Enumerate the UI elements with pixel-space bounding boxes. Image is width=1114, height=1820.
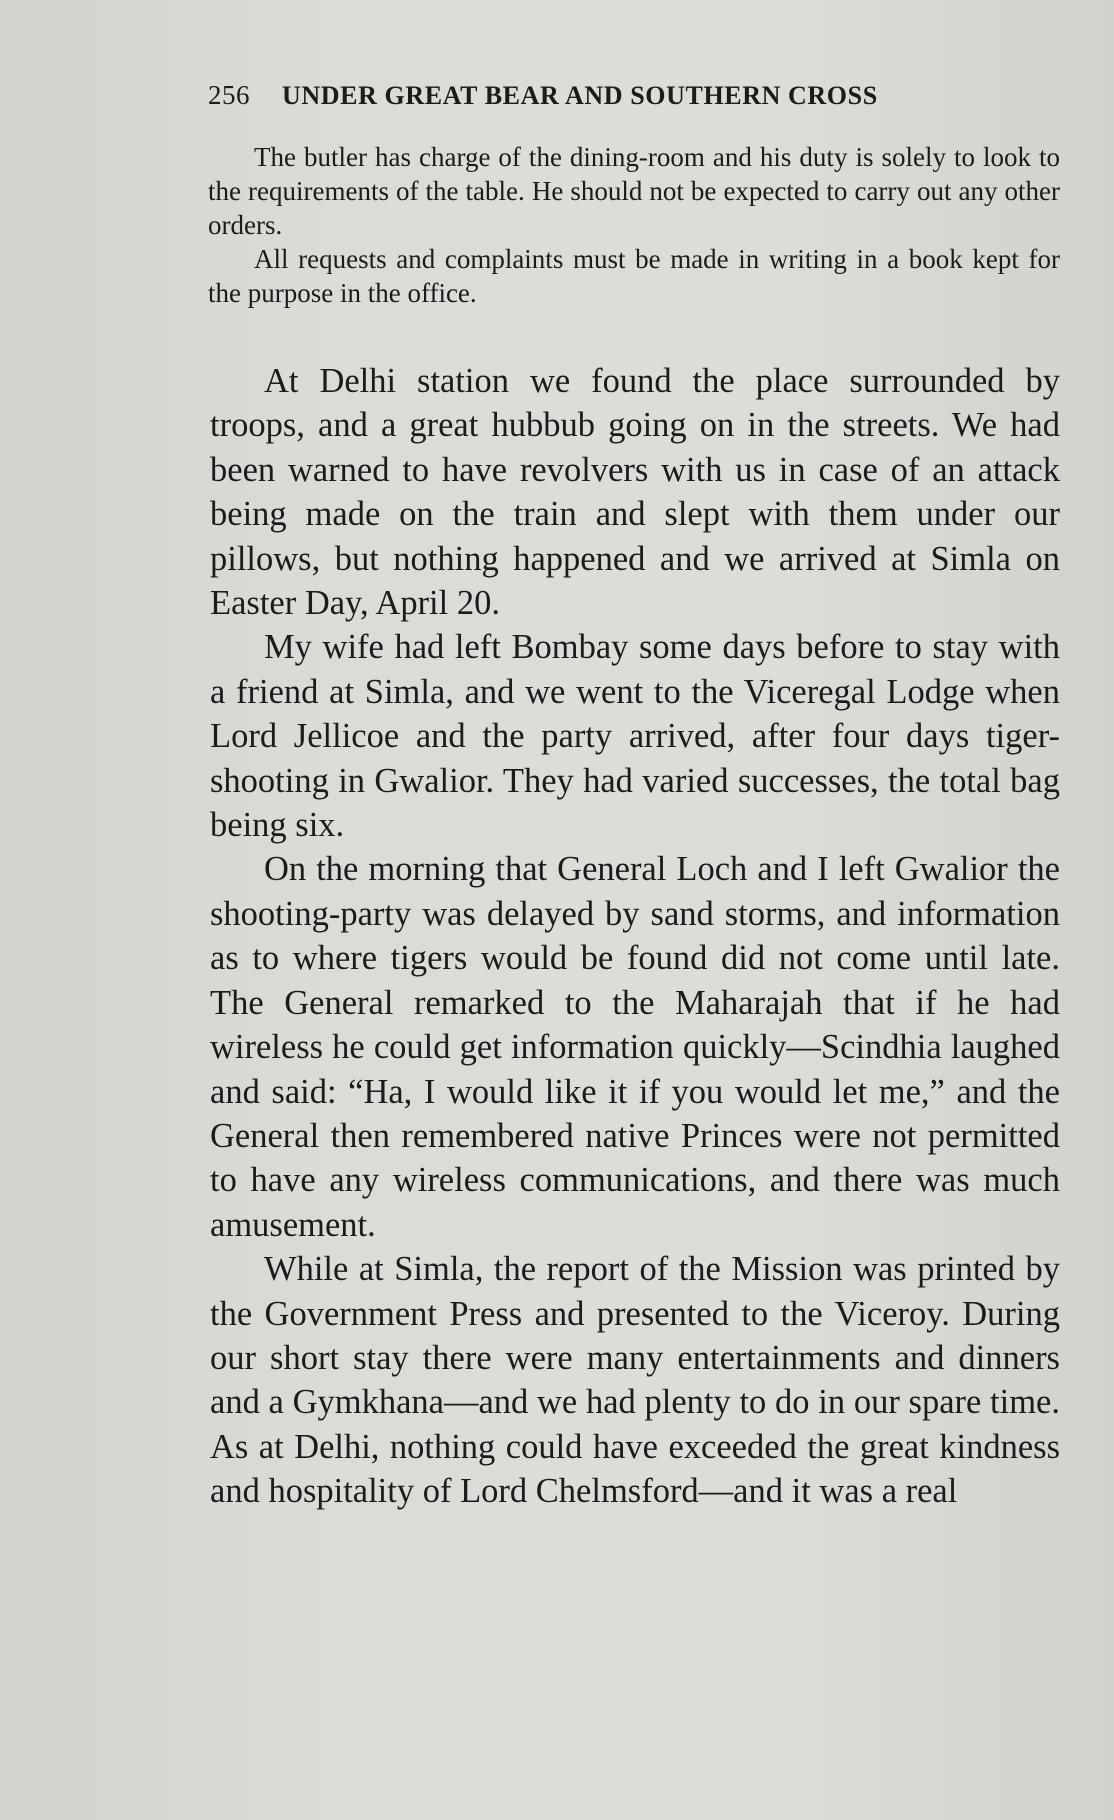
page-header <box>208 80 958 120</box>
running-title: UNDER GREAT BEAR AND SOUTHERN CROSS <box>282 81 878 110</box>
body-paragraph: My wife had left Bombay some days before to stay with a friend at Simla, and we went to the Viceregal Lodge when Lord Jellicoe and the party arrived, after four days tiger-shooting in Gwalior. They had varied successes, the total bag being six. <box>210 628 1060 845</box>
body-paragraph: At Delhi station we found the place surrounded by troops, and a great hubbub going on in the streets. We had been warned to have revolvers with us in case of an attack being made on the train and slept with them under our pillows, but nothing happened and we arrived at Simla on Easter Day, April 20. <box>210 362 1060 623</box>
page-number: 256 <box>208 80 250 110</box>
notice-paragraph: The butler has charge of the dining-room and his duty is solely to look to the requirements of the table. He should not be expected to carry out any other orders. <box>208 142 1060 240</box>
body-paragraph: On the morning that General Loch and I left Gwalior the shooting-party was delayed by sand storms, and information as to where tigers would be found did not come until late. The General remarked to the Maharajah that if he had wireless he could get information quickly—Scindhia laughed and said: “Ha, I would like it if you would let me,” and the General then remembered native Princes were not permitted to have any wireless communications, and there was much amusement. <box>210 850 1060 1244</box>
body-paragraph: While at Simla, the report of the Mission was printed by the Government Press and presented to the Viceroy. During our short stay there were many entertainments and dinners and a Gymkhana—and we had plenty to do in our spare time. As at Delhi, nothing could have exceeded the great kindness and hospitality of Lord Chelmsford—and it was a real <box>210 1250 1060 1511</box>
quoted-notice <box>208 140 1060 310</box>
body-text <box>210 359 1060 1514</box>
notice-paragraph: All requests and complaints must be made in writing in a book kept for the purpose in the office. <box>208 244 1060 308</box>
